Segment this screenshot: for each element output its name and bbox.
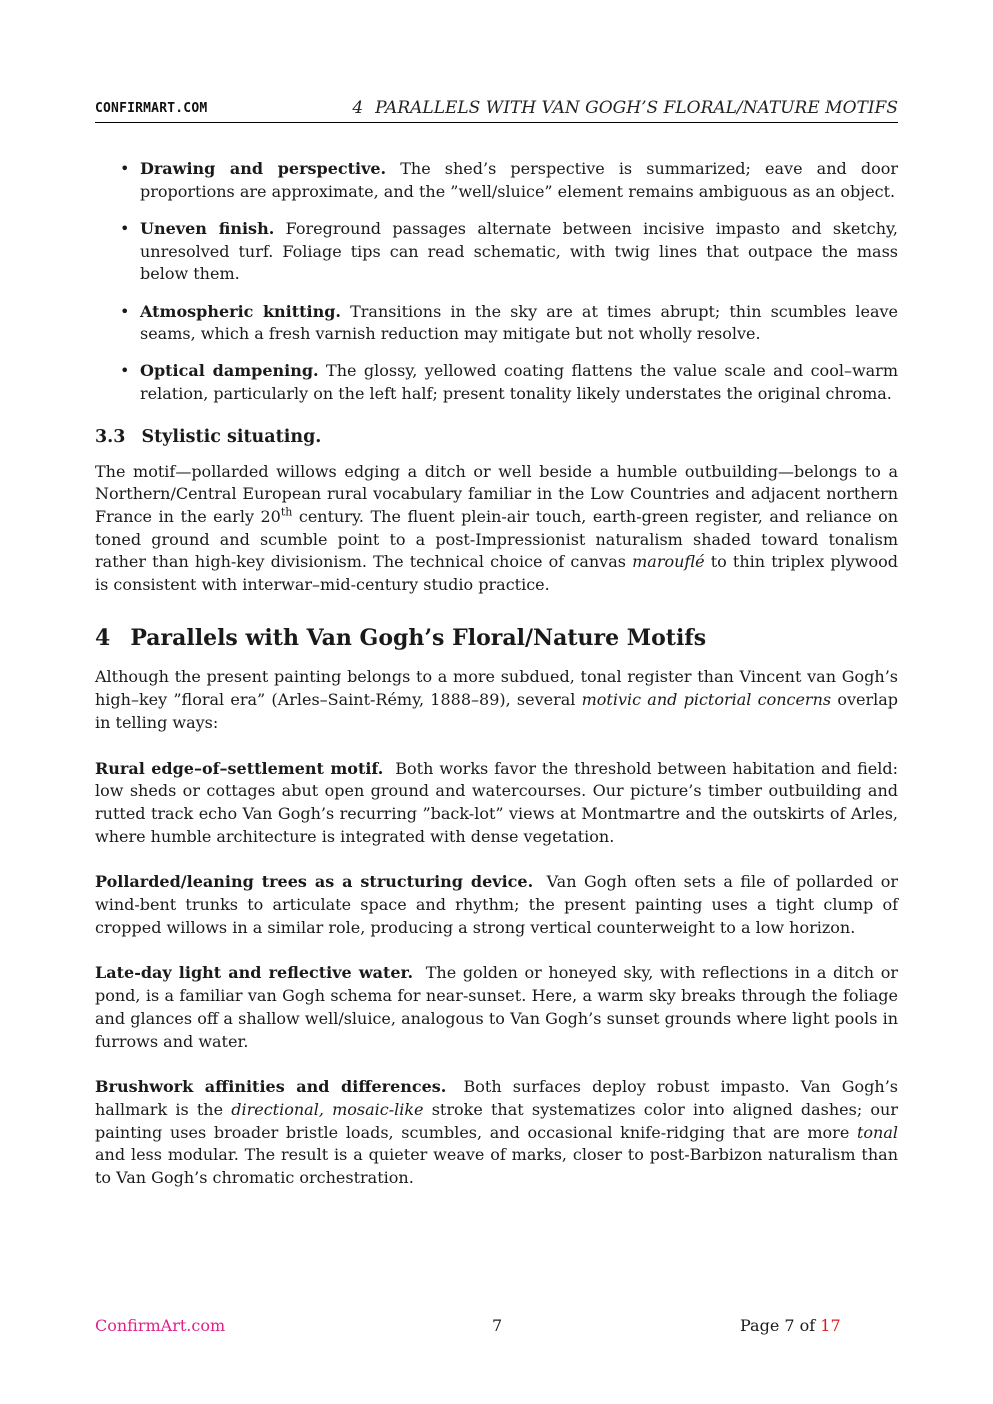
italic-term: motivic and pictorial concerns: [581, 690, 832, 710]
bullet-term: Uneven finish.: [140, 218, 275, 238]
paragraph-term: Brushwork affinities and differences.: [95, 1077, 447, 1097]
paragraph-term: Rural edge–of–settlement motif.: [95, 758, 384, 778]
paragraph-text: Van Gogh often sets a file of pollarded or wind-bent trunks to articulate space and rhythm; the present painting uses a tight clump of cropped willows in a similar role, producing a strong vertical counterweight to a low horizon.: [95, 872, 898, 937]
footer-page-count: [740, 1316, 841, 1335]
footer-page-number: 7: [492, 1316, 503, 1335]
page-total-link[interactable]: 17: [820, 1316, 841, 1335]
paragraph-text: to thin triplex plywood is consistent with interwar–mid-century studio practice.: [95, 552, 898, 595]
italic-term: tonal: [856, 1122, 898, 1142]
intro-paragraph: [95, 666, 898, 734]
list-item: [95, 218, 898, 286]
bullet-term: Atmospheric knitting.: [140, 301, 341, 321]
page-count-prefix: Page 7 of: [740, 1316, 821, 1335]
bullet-term: Drawing and perspective.: [140, 159, 387, 178]
footer-site-link[interactable]: ConfirmArt.com: [95, 1316, 226, 1335]
running-head-title: PARALLELS WITH VAN GOGH’S FLORAL/NATURE MOTIFS: [375, 98, 898, 118]
running-head: [352, 98, 898, 118]
running-head-number: 4: [352, 98, 364, 118]
subsection-title: Stylistic situating.: [141, 426, 322, 447]
paragraph-text: Both works favor the threshold between habitation and field: low sheds or cottages abut open ground and watercourses. Our picture’s timber outbuilding and rutted track echo Van Gogh’s recurring ”back-lot” views at Montmartre and the outskirts of Arles, where humble architecture is integrated with dense vegetation.: [95, 758, 899, 846]
section-heading: [95, 624, 898, 651]
bullet-text: The shed’s perspective is summarized; eave and door proportions are approximate, and the ”well/sluice” element remains ambiguous as an object.: [140, 159, 898, 201]
page-header: [95, 98, 898, 123]
paragraph-text: and less modular. The result is a quieter weave of marks, closer to post-Barbizon naturalism than to Van Gogh’s chromatic orchestration.: [95, 1145, 898, 1188]
superscript: th: [280, 505, 293, 519]
paragraph-text: Both surfaces deploy robust impasto. Van Gogh’s hallmark is the: [95, 1077, 899, 1119]
stylistic-paragraph: [95, 461, 898, 597]
paragraph-text: century. The fluent plein-air touch, earth-green register, and reliance on toned ground and scumble point to a post-Impressionist naturalism shaded toward tonalism rather than high-key divisionism. The technical choice of canvas: [95, 506, 899, 572]
section-title: Parallels with Van Gogh’s Floral/Nature Motifs: [130, 624, 707, 651]
subsection-heading: [95, 426, 898, 449]
bullet-text: Transitions in the sky are at times abrupt; thin scumbles leave seams, which a fresh varnish reduction may mitigate but not wholly resolve.: [140, 301, 898, 344]
paragraph-term: Pollarded/leaning trees as a structuring device.: [95, 872, 534, 892]
paragraph-text: stroke that systematizes color into aligned dashes; our painting uses broader bristle loads, scumbles, and occasional knife-ridging that are more: [95, 1100, 899, 1142]
paragraph-text: The golden or honeyed sky, with reflections in a ditch or pond, is a familiar van Gogh schema for near-sunset. Here, a warm sky breaks through the foliage and glances off a shallow well/sluice, analogous to Van Gogh’s sunset grounds where light pools in furrows and water.: [95, 963, 898, 1051]
bullet-list: [95, 158, 898, 406]
italic-term: marouflé: [632, 552, 705, 572]
list-item: [95, 360, 898, 405]
bullet-text: The glossy, yellowed coating flattens the value scale and cool–warm relation, particularly on the left half; present tonality likely understates the original chroma.: [140, 361, 898, 404]
paragraph-term: Late-day light and reflective water.: [95, 963, 414, 983]
italic-term: directional, mosaic-like: [231, 1100, 424, 1119]
brushwork-paragraph: [95, 1076, 898, 1190]
paragraph-text: Although the present painting belongs to a more subdued, tonal register than Vincent van Gogh’s high–key ”floral era” (Arles–Saint-Rémy, 1888–89), several: [95, 667, 898, 710]
paragraph-text: overlap in telling ways:: [95, 690, 899, 732]
bullet-term: Optical dampening.: [140, 361, 319, 381]
motif-paragraph: [95, 758, 898, 849]
list-item: [95, 158, 898, 203]
light-paragraph: [95, 962, 898, 1053]
paragraph-text: The motif—pollarded willows edging a ditch or well beside a humble outbuilding—belongs to a Northern/Central European rural vocabulary familiar in the Low Countries and adjacent northern France in the early 20: [95, 461, 898, 526]
section-number: 4: [95, 624, 111, 651]
main-content: [95, 158, 898, 1213]
bullet-text: Foreground passages alternate between incisive impasto and sketchy, unresolved turf. Foliage tips can read schematic, with twig lines that outpace the mass below them.: [140, 218, 899, 284]
list-item: [95, 301, 898, 346]
site-logo: CONFIRMART.COM: [95, 101, 208, 116]
subsection-number: 3.3: [95, 426, 126, 447]
trees-paragraph: [95, 871, 898, 939]
